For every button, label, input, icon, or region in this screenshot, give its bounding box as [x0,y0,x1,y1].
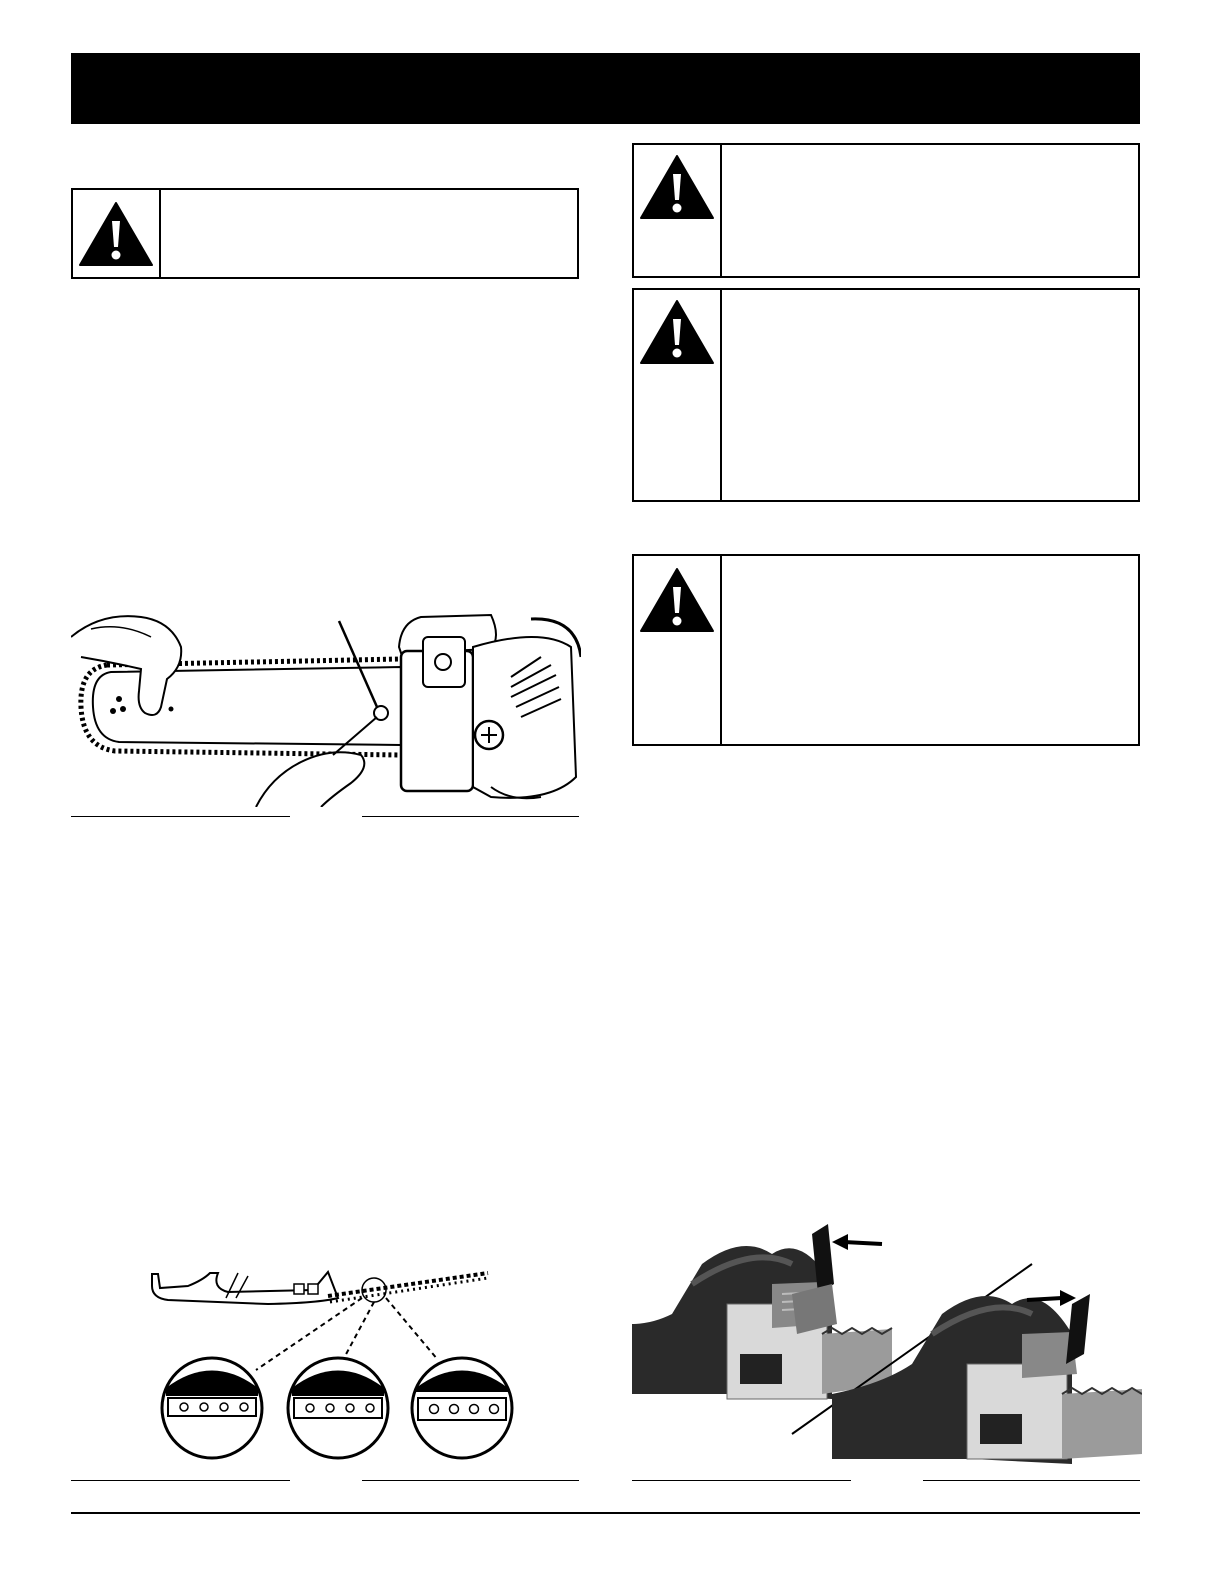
header-bar [71,53,1140,124]
warning-triangle-icon [639,299,715,365]
figure-caption-rule-right [362,816,579,817]
chain-brake-illustration [632,1224,1142,1464]
figure-caption-rule-left [71,816,290,817]
figure-caption-rule-left [632,1480,851,1481]
chain-detail-circle [412,1358,512,1458]
warning-box-1 [71,188,579,279]
chain-detail-circle [162,1358,262,1458]
warning-box-4 [632,554,1140,746]
bar-oil-hole-illustration [71,607,581,807]
warning-box-2 [632,143,1140,278]
warning-icon-cell [634,290,722,500]
warning-box-3 [632,288,1140,502]
warning-triangle-icon [78,201,154,267]
figure-caption-rule-right [923,1480,1140,1481]
warning-triangle-icon [639,567,715,633]
figure-caption-rule-left [71,1480,290,1481]
warning-icon-cell [634,145,722,276]
warning-icon-cell [634,556,722,744]
footer-rule [71,1512,1140,1514]
chain-detail-circle [288,1358,388,1458]
warning-triangle-icon [639,154,715,220]
warning-icon-cell [73,190,161,277]
figure-caption-rule-right [362,1480,579,1481]
chain-wear-illustration [148,1268,518,1473]
